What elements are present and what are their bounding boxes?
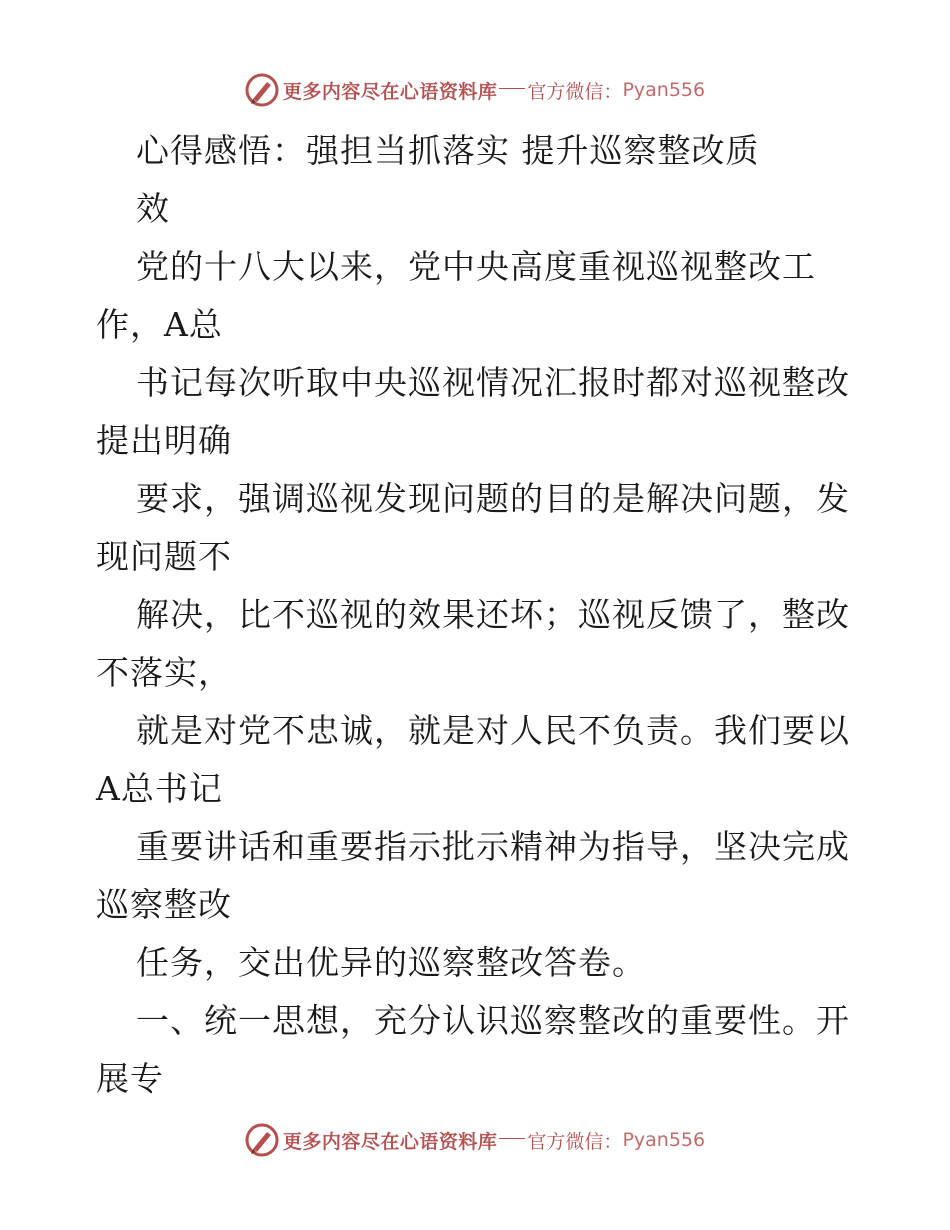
doc-line: 重要讲话和重要指示批示精神为指导，坚决完成 [136, 827, 850, 866]
banner-label-text: 官方微信： [527, 80, 623, 103]
pen-logo-icon [245, 1123, 279, 1157]
doc-line: 展专 [96, 1059, 164, 1098]
doc-line: 就是对党不忠诚，就是对人民不负责。我们要以 [136, 711, 850, 750]
doc-line: 作，A总 [96, 305, 223, 344]
doc-line: 书记每次听取中央巡视情况汇报时都对巡视整改 [136, 363, 850, 402]
banner-dash [499, 1138, 525, 1139]
footer-watermark-banner [0, 1120, 950, 1160]
doc-line: 一、统一思想，充分认识巡察整改的重要性。开 [136, 1001, 850, 1040]
doc-line: 解决，比不巡视的效果还坏；巡视反馈了，整改 [136, 595, 850, 634]
doc-line: A总书记 [96, 769, 223, 808]
doc-line: 任务，交出优异的巡察整改答卷。 [136, 943, 646, 982]
doc-line: 现问题不 [96, 537, 232, 576]
banner-label-text: 官方微信： [527, 1130, 623, 1153]
header-watermark-banner [0, 70, 950, 110]
doc-line: 党的十八大以来，党中央高度重视巡视整改工 [136, 247, 816, 286]
banner-main-text: 更多内容尽在心语资料库 [282, 1130, 498, 1153]
doc-title-line-1: 心得感悟：强担当抓落实 提升巡察整改质 [136, 131, 760, 170]
doc-title-line-2: 效 [136, 189, 170, 228]
banner-wechat-id: Pyan556 [622, 79, 706, 101]
banner-main-text: 更多内容尽在心语资料库 [282, 80, 498, 103]
doc-line: 巡察整改 [96, 885, 232, 924]
pen-logo-icon [245, 73, 279, 107]
doc-line: 提出明确 [96, 421, 232, 460]
doc-line: 要求，强调巡视发现问题的目的是解决问题，发 [136, 479, 850, 518]
document-body [96, 122, 856, 1108]
banner-dash [499, 88, 525, 89]
banner-wechat-id: Pyan556 [622, 1129, 706, 1151]
doc-line: 不落实， [96, 653, 232, 692]
